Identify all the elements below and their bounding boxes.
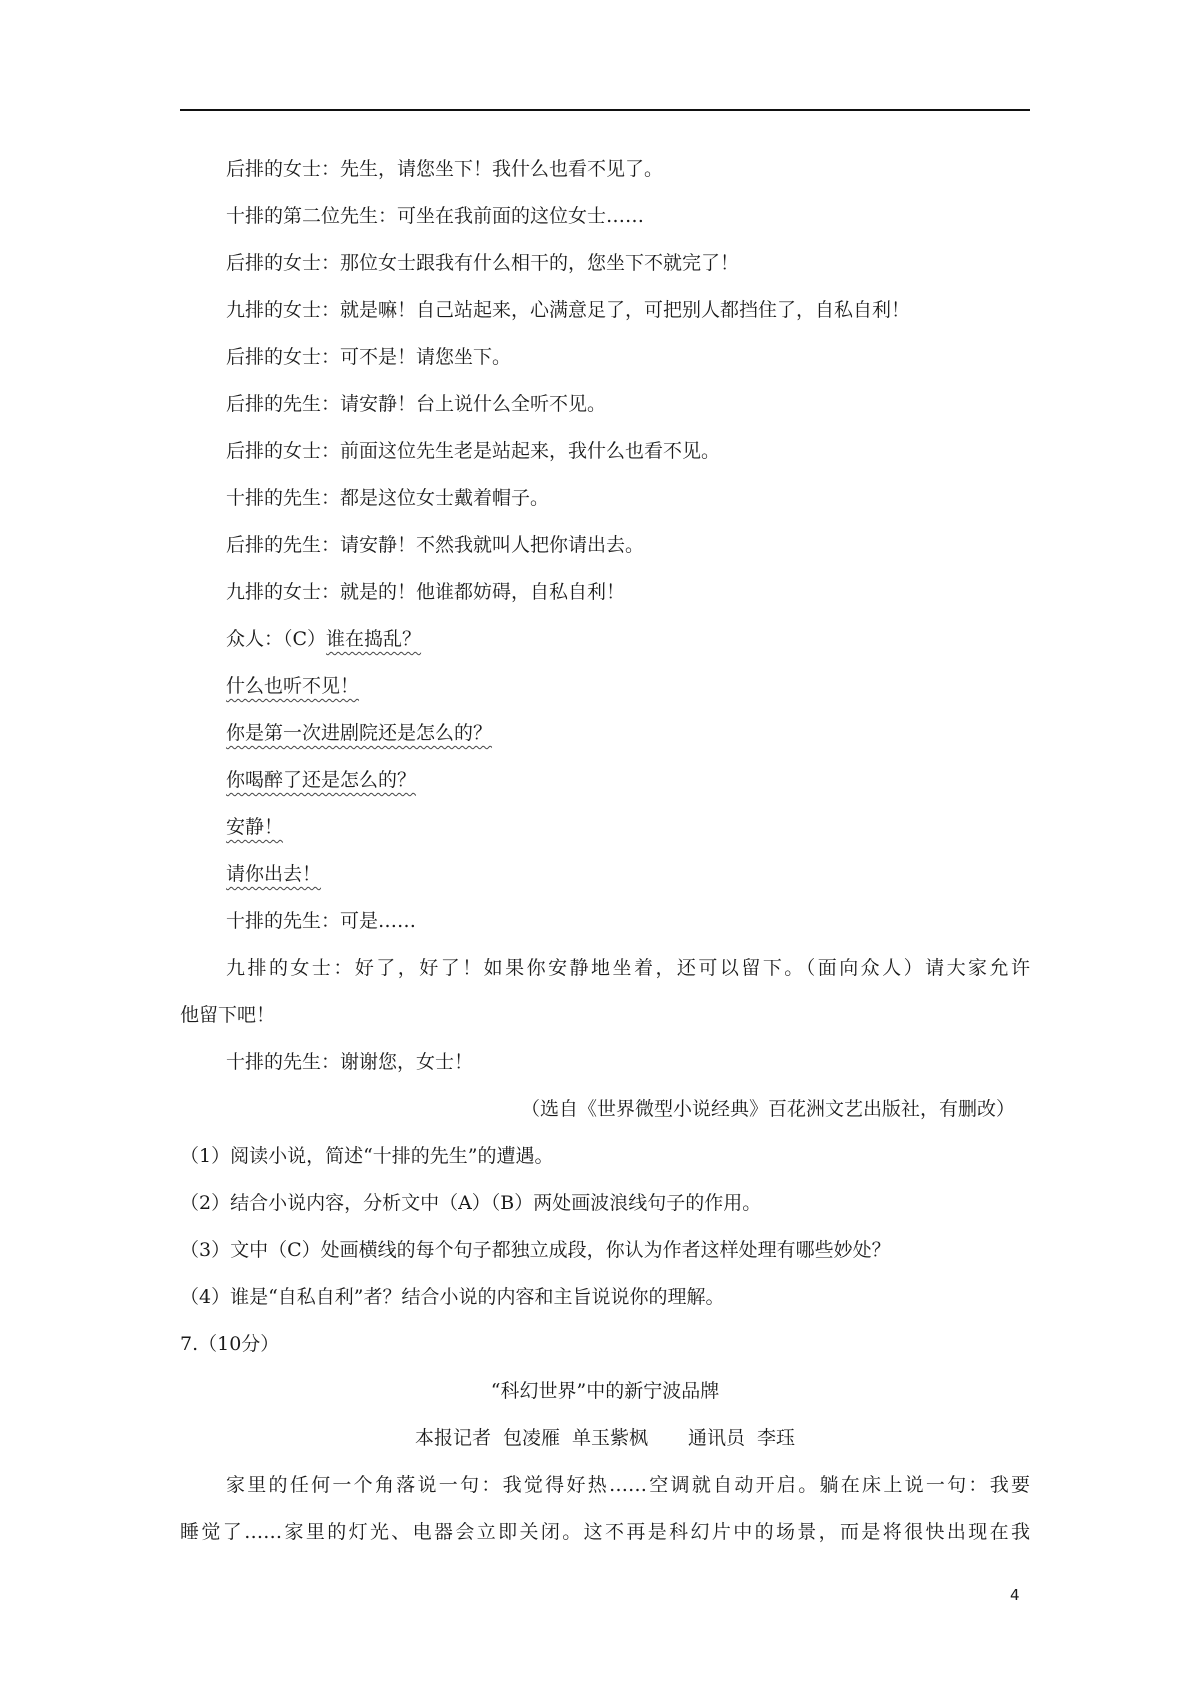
reporter-name: 包凌雁 bbox=[502, 1427, 560, 1449]
question-number: 7.（10分） bbox=[180, 1333, 280, 1355]
article-title: “科幻世界”中的新宁波品牌 bbox=[490, 1380, 720, 1402]
crowd-line bbox=[226, 625, 421, 653]
dialogue-line: 九排的女士：好了，好了！如果你安静地坐着，还可以留下。（面向众人）请大家允许 bbox=[226, 957, 1030, 979]
reporter-name: 单玉紫枫 bbox=[571, 1427, 648, 1449]
dialogue-line: 十排的先生：都是这位女士戴着帽子。 bbox=[226, 487, 550, 509]
dialogue-line: 后排的先生：请安静！台上说什么全听不见。 bbox=[226, 393, 607, 415]
question-item: （2）结合小说内容，分析文中（A）（B）两处画波浪线句子的作用。 bbox=[180, 1192, 762, 1214]
dialogue-line-continued: 他留下吧！ bbox=[180, 1004, 276, 1026]
correspondent-label: 通讯员 bbox=[688, 1427, 746, 1449]
dialogue-line: 十排的第二位先生：可坐在我前面的这位女士…… bbox=[226, 205, 645, 227]
crowd-speaker: 众人：（C） bbox=[226, 628, 327, 650]
crowd-line-text: 什么也听不见！ bbox=[226, 675, 360, 697]
dialogue-line: 十排的先生：谢谢您，女士！ bbox=[226, 1051, 474, 1073]
crowd-line bbox=[226, 672, 359, 700]
crowd-line-text: 请你出去！ bbox=[226, 863, 322, 885]
page-number: 4 bbox=[1010, 1586, 1020, 1604]
correspondent-name: 李珏 bbox=[757, 1427, 796, 1449]
dialogue-line: 九排的女士：就是嘛！自己站起来，心满意足了，可把别人都挡住了，自私自利！ bbox=[226, 299, 911, 321]
article-paragraph-line: 睡觉了……家里的灯光、电器会立即关闭。这不再是科幻片中的场景，而是将很快出现在我 bbox=[180, 1521, 1030, 1543]
crowd-line-text: 你是第一次进剧院还是怎么的？ bbox=[226, 722, 493, 744]
dialogue-line: 后排的女士：先生，请您坐下！我什么也看不见了。 bbox=[226, 158, 664, 180]
article-paragraph-line: 家里的任何一个角落说一句：我觉得好热……空调就自动开启。躺在床上说一句：我要 bbox=[226, 1474, 1030, 1496]
question-item: （1）阅读小说，简述“十排的先生”的遭遇。 bbox=[180, 1145, 554, 1167]
crowd-line-text: 谁在捣乱？ bbox=[326, 628, 422, 650]
dialogue-line: 后排的女士：可不是！请您坐下。 bbox=[226, 346, 512, 368]
article-byline bbox=[180, 1424, 1030, 1452]
reporter-label: 本报记者 bbox=[414, 1427, 491, 1449]
dialogue-line: 九排的女士：就是的！他谁都妨碍，自私自利！ bbox=[226, 581, 626, 603]
crowd-line-text: 你喝醉了还是怎么的？ bbox=[226, 769, 417, 791]
crowd-line bbox=[226, 719, 492, 747]
dialogue-line: 后排的女士：那位女士跟我有什么相干的，您坐下不就完了！ bbox=[226, 252, 740, 274]
crowd-line bbox=[226, 766, 416, 794]
crowd-line bbox=[226, 860, 321, 888]
header-rule bbox=[180, 109, 1030, 111]
question-item: （3）文中（C）处画横线的每个句子都独立成段，你认为作者这样处理有哪些妙处？ bbox=[180, 1239, 891, 1261]
crowd-line-text: 安静！ bbox=[226, 816, 284, 838]
dialogue-line: 后排的先生：请安静！不然我就叫人把你请出去。 bbox=[226, 534, 645, 556]
dialogue-line: 后排的女士：前面这位先生老是站起来，我什么也看不见。 bbox=[226, 440, 721, 462]
crowd-line bbox=[226, 813, 283, 841]
dialogue-line: 十排的先生：可是…… bbox=[226, 910, 417, 932]
source-citation: （选自《世界微型小说经典》百花洲文艺出版社，有删改） bbox=[520, 1098, 1015, 1120]
question-item: （4）谁是“自私自利”者？结合小说的内容和主旨说说你的理解。 bbox=[180, 1286, 725, 1308]
